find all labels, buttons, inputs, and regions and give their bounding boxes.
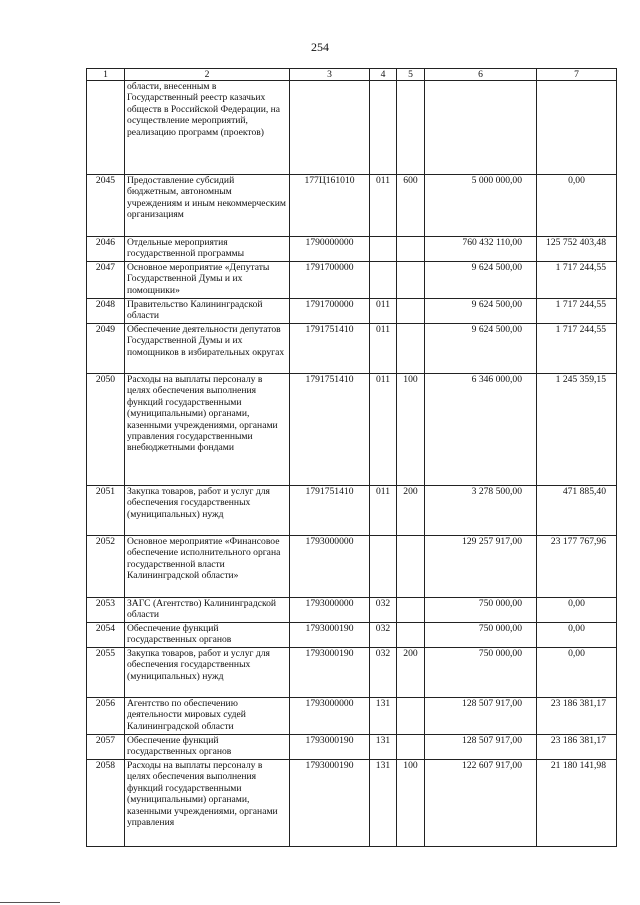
- row-target-article: 1791751410: [290, 486, 370, 536]
- row-number: 2054: [87, 623, 125, 648]
- row-target-article: 1791751410: [290, 324, 370, 374]
- row-target-article: [290, 81, 370, 175]
- row-admin-code: 011: [370, 374, 397, 486]
- row-number: 2048: [87, 299, 125, 324]
- row-expense-type: 200: [397, 486, 425, 536]
- row-amount-actual: [537, 81, 617, 175]
- row-name: Расходы на выплаты персоналу в целях обеспечения выполнения функций государственными (муниципальными) органами, казенными учреждениями, органами управления: [125, 760, 290, 847]
- row-name: Закупка товаров, работ и услуг для обеспечения государственных (муниципальных) нужд: [125, 648, 290, 698]
- row-amount-plan: 750 000,00: [425, 598, 537, 623]
- row-amount-plan: 9 624 500,00: [425, 299, 537, 324]
- row-amount-plan: 122 607 917,00: [425, 760, 537, 847]
- row-amount-plan: 9 624 500,00: [425, 262, 537, 299]
- table-row: [87, 81, 617, 175]
- row-amount-plan: 760 432 110,00: [425, 237, 537, 262]
- row-admin-code: 131: [370, 698, 397, 735]
- table-row: [87, 175, 617, 237]
- row-admin-code: 131: [370, 735, 397, 760]
- table-row: [87, 598, 617, 623]
- row-expense-type: [397, 262, 425, 299]
- row-amount-plan: 9 624 500,00: [425, 324, 537, 374]
- table-row: [87, 536, 617, 598]
- row-admin-code: 032: [370, 623, 397, 648]
- header-cell: 7: [537, 69, 617, 81]
- row-target-article: 1793000000: [290, 598, 370, 623]
- row-expense-type: [397, 536, 425, 598]
- row-admin-code: [370, 237, 397, 262]
- row-name: Агентство по обеспечению деятельности мировых судей Калининградской области: [125, 698, 290, 735]
- row-expense-type: [397, 299, 425, 324]
- row-expense-type: [397, 735, 425, 760]
- row-name: Закупка товаров, работ и услуг для обеспечения государственных (муниципальных) нужд: [125, 486, 290, 536]
- header-cell: 4: [370, 69, 397, 81]
- row-expense-type: [397, 237, 425, 262]
- row-name: Обеспечение функций государственных органов: [125, 623, 290, 648]
- row-target-article: 1793000000: [290, 698, 370, 735]
- row-amount-actual: 23 177 767,96: [537, 536, 617, 598]
- table-row: [87, 735, 617, 760]
- table-row: [87, 648, 617, 698]
- table-row: [87, 324, 617, 374]
- header-cell: 1: [87, 69, 125, 81]
- header-cell: 2: [125, 69, 290, 81]
- row-number: 2045: [87, 175, 125, 237]
- row-name: Предоставление субсидий бюджетным, автономным учреждениям и иным некоммерческим организациям: [125, 175, 290, 237]
- row-name: области, внесенным в Государственный реестр казачьих обществ в Российской Федерации, на осуществление мероприятий, реализацию программ (проектов): [125, 81, 290, 175]
- row-amount-plan: 3 278 500,00: [425, 486, 537, 536]
- row-expense-type: 100: [397, 374, 425, 486]
- row-amount-plan: 750 000,00: [425, 623, 537, 648]
- row-number: [87, 81, 125, 175]
- row-amount-actual: 125 752 403,48: [537, 237, 617, 262]
- row-amount-actual: 0,00: [537, 648, 617, 698]
- row-target-article: 1791700000: [290, 262, 370, 299]
- row-expense-type: 200: [397, 648, 425, 698]
- row-number: 2049: [87, 324, 125, 374]
- row-target-article: 1793000190: [290, 760, 370, 847]
- row-amount-plan: 750 000,00: [425, 648, 537, 698]
- row-number: 2047: [87, 262, 125, 299]
- row-expense-type: [397, 324, 425, 374]
- table-row: [87, 760, 617, 847]
- row-number: 2055: [87, 648, 125, 698]
- header-cell: 3: [290, 69, 370, 81]
- table-row: [87, 698, 617, 735]
- budget-table: [86, 68, 617, 847]
- header-cell: 6: [425, 69, 537, 81]
- row-name: Обеспечение деятельности депутатов Государственной Думы и их помощников в избирательных округах: [125, 324, 290, 374]
- row-amount-actual: 23 186 381,17: [537, 698, 617, 735]
- row-number: 2058: [87, 760, 125, 847]
- row-number: 2056: [87, 698, 125, 735]
- row-number: 2057: [87, 735, 125, 760]
- row-name: Расходы на выплаты персоналу в целях обеспечения выполнения функций государственными (муниципальными) органами, казенными учреждениями, органами управления государственными внебюджетными фондами: [125, 374, 290, 486]
- row-amount-actual: 0,00: [537, 175, 617, 237]
- row-amount-actual: 0,00: [537, 623, 617, 648]
- header-cell: 5: [397, 69, 425, 81]
- row-amount-actual: 1 717 244,55: [537, 262, 617, 299]
- row-admin-code: 032: [370, 598, 397, 623]
- row-target-article: 1793000190: [290, 648, 370, 698]
- row-expense-type: 600: [397, 175, 425, 237]
- row-target-article: 1793000000: [290, 536, 370, 598]
- row-number: 2052: [87, 536, 125, 598]
- row-amount-actual: 1 717 244,55: [537, 299, 617, 324]
- row-name: Отдельные мероприятия государственной программы: [125, 237, 290, 262]
- row-expense-type: [397, 698, 425, 735]
- row-admin-code: 011: [370, 299, 397, 324]
- row-amount-plan: 5 000 000,00: [425, 175, 537, 237]
- table-row: [87, 299, 617, 324]
- table-row: [87, 237, 617, 262]
- row-number: 2050: [87, 374, 125, 486]
- page-edge-mark: [0, 902, 60, 903]
- row-amount-actual: 1 245 359,15: [537, 374, 617, 486]
- row-amount-plan: 128 507 917,00: [425, 735, 537, 760]
- row-name: Правительство Калининградской области: [125, 299, 290, 324]
- row-admin-code: 011: [370, 324, 397, 374]
- row-name: Основное мероприятие «Депутаты Государственной Думы и их помощники»: [125, 262, 290, 299]
- row-admin-code: 131: [370, 760, 397, 847]
- row-amount-actual: 21 180 141,98: [537, 760, 617, 847]
- row-name: Основное мероприятие «Финансовое обеспечение исполнительного органа государственной власти Калининградской области»: [125, 536, 290, 598]
- row-amount-plan: 6 346 000,00: [425, 374, 537, 486]
- table-row: [87, 262, 617, 299]
- page-number: 254: [311, 40, 329, 54]
- row-amount-actual: 1 717 244,55: [537, 324, 617, 374]
- row-target-article: 1791751410: [290, 374, 370, 486]
- row-admin-code: 011: [370, 175, 397, 237]
- row-number: 2051: [87, 486, 125, 536]
- row-amount-actual: 23 186 381,17: [537, 735, 617, 760]
- row-number: 2046: [87, 237, 125, 262]
- table-row: [87, 374, 617, 486]
- row-target-article: 1790000000: [290, 237, 370, 262]
- table-row: [87, 623, 617, 648]
- table-row: [87, 486, 617, 536]
- row-expense-type: [397, 598, 425, 623]
- row-number: 2053: [87, 598, 125, 623]
- row-admin-code: [370, 262, 397, 299]
- row-target-article: 1793000190: [290, 735, 370, 760]
- row-admin-code: 011: [370, 486, 397, 536]
- row-name: Обеспечение функций государственных органов: [125, 735, 290, 760]
- row-amount-plan: 128 507 917,00: [425, 698, 537, 735]
- row-expense-type: 100: [397, 760, 425, 847]
- row-amount-plan: 129 257 917,00: [425, 536, 537, 598]
- row-target-article: 1791700000: [290, 299, 370, 324]
- row-amount-plan: [425, 81, 537, 175]
- row-admin-code: [370, 81, 397, 175]
- row-amount-actual: 0,00: [537, 598, 617, 623]
- table-header-row: [87, 69, 617, 81]
- row-admin-code: [370, 536, 397, 598]
- row-name: ЗАГС (Агентство) Калининградской области: [125, 598, 290, 623]
- row-target-article: 1793000190: [290, 623, 370, 648]
- row-expense-type: [397, 81, 425, 175]
- row-target-article: 177Ц161010: [290, 175, 370, 237]
- row-admin-code: 032: [370, 648, 397, 698]
- row-amount-actual: 471 885,40: [537, 486, 617, 536]
- row-expense-type: [397, 623, 425, 648]
